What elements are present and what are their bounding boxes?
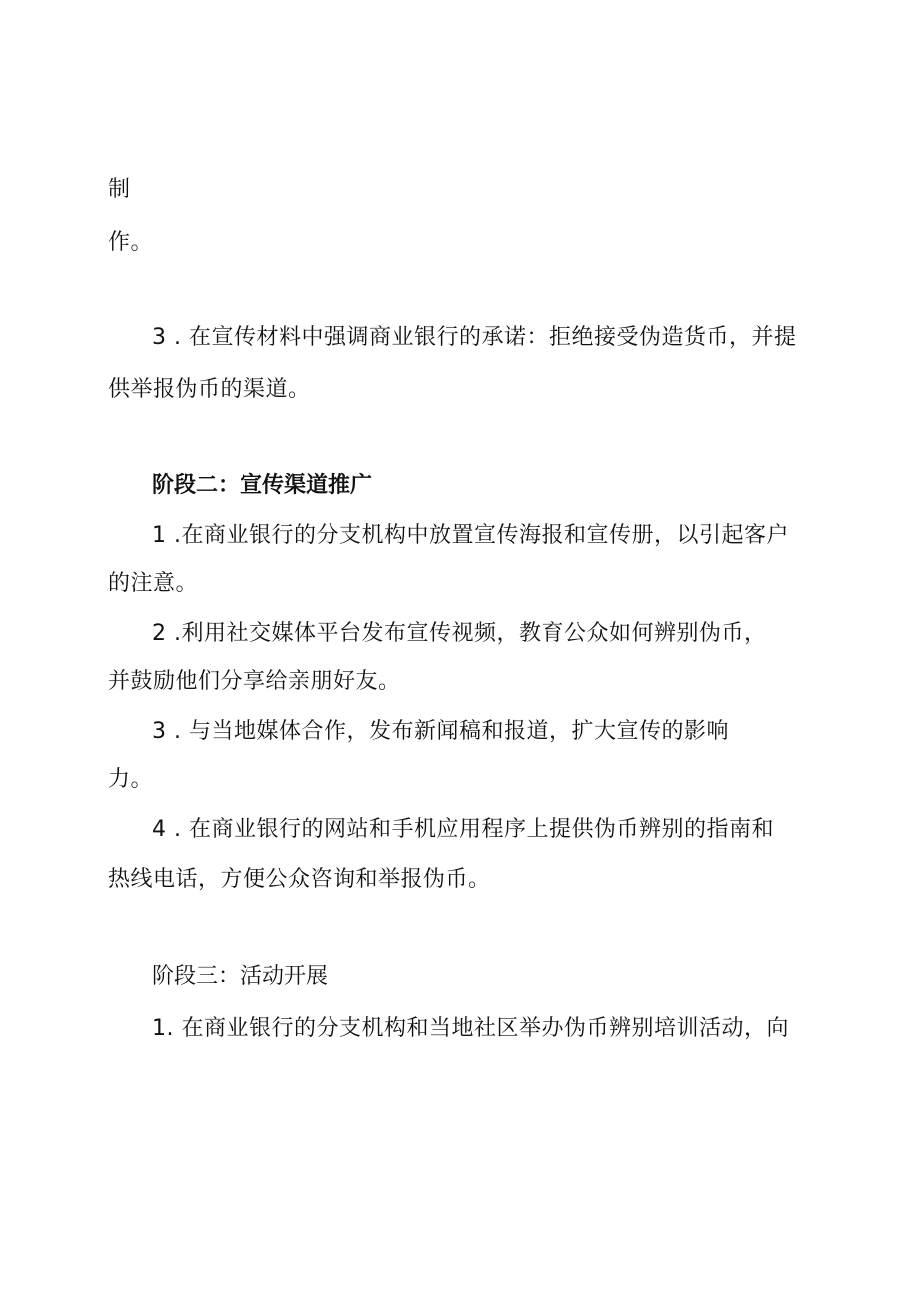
paragraph-line: 的注意。	[108, 571, 199, 596]
section-heading: 阶段二：宣传渠道推广	[152, 473, 373, 498]
paragraph-line: 作。	[108, 230, 154, 255]
paragraph-line: 并鼓励他们分享给亲朋好友。	[108, 669, 401, 694]
list-item-line: 1 .在商业银行的分支机构中放置宣传海报和宣传册，以引起客户	[152, 523, 789, 548]
list-item-line: 2 .利用社交媒体平台发布宣传视频，教育公众如何辨别伪币，	[152, 621, 767, 646]
paragraph-line: 力。	[108, 767, 154, 792]
paragraph-line: 热线电话，方便公众咨询和举报伪币。	[108, 867, 491, 892]
list-item-line: 1. 在商业银行的分支机构和当地社区举办伪币辨别培训活动，向	[152, 1016, 789, 1041]
paragraph-line: 制	[108, 177, 131, 202]
list-item-line: 3 . 在宣传材料中强调商业银行的承诺：拒绝接受伪造货币，并提	[152, 325, 797, 350]
list-item-line: 3 . 与当地媒体合作，发布新闻稿和报道，扩大宣传的影响	[152, 719, 729, 744]
list-item-line: 4 . 在商业银行的网站和手机应用程序上提供伪币辨别的指南和	[152, 817, 774, 842]
section-heading: 阶段三：活动开展	[152, 964, 329, 989]
paragraph-line: 供举报伪币的渠道。	[108, 377, 311, 402]
